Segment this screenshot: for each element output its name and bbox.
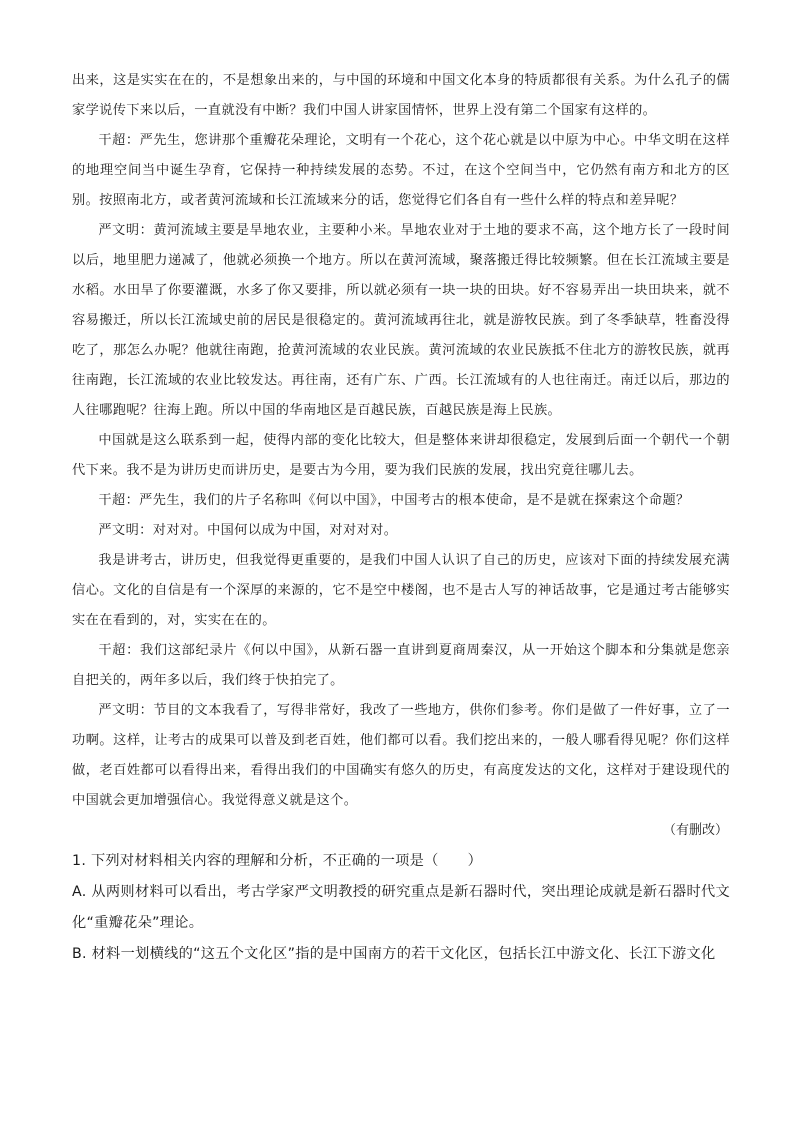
question-stem: 1. 下列对材料相关内容的理解和分析，不正确的一项是（ ） <box>72 853 483 869</box>
paragraph-yanwenming-answer-3: 严文明：节目的文本我看了，写得非常好，我改了一些地方，供你们参考。你们是做了一件好事，立了一功啊。这样，让考古的成果可以普及到老百姓，他们都可以看。我们挖出来的，一般人哪看得见呢？你们这样做，老百姓都可以看得出来，看得出我们的中国确实有悠久的历史，有高度发达的文化，这样对于建设现代的中国就会更加增强信心。我觉得意义就是这个。 <box>72 703 730 808</box>
paragraph-yanwenming-answer-2: 严文明：对对对。中国何以成为中国，对对对对。 <box>98 523 398 538</box>
paragraph-china-connection: 中国就是这么联系到一起，使得内部的变化比较大，但是整体来讲却很稳定，发展到后面一个朝代一个朝代下来。我不是为讲历史而讲历史，是要古为今用，要为我们民族的发展，找出究竟往哪儿去。 <box>72 433 730 478</box>
paragraph-continuation: 出来，这是实实在在的，不是想象出来的，与中国的环境和中国文化本身的特质都很有关系。为什么孔子的儒家学说传下来以后，一直就没有中断？我们中国人讲家国情怀，世界上没有第二个国家有这样的。 <box>72 73 730 118</box>
question-option-b: B. 材料一划横线的“这五个文化区”指的是中国南方的若干文化区，包括长江中游文化、长江下游文化 <box>72 946 716 962</box>
source-note: （有删改） <box>662 823 728 838</box>
paragraph-ganchao-question-3: 干超：我们这部纪录片《何以中国》，从新石器一直讲到夏商周秦汉，从一开始这个脚本和分集就是您亲自把关的，两年多以后，我们终于快拍完了。 <box>72 643 730 688</box>
question-option-a: A. 从两则材料可以看出，考古学家严文明教授的研究重点是新石器时代，突出理论成就是新石器时代文化“重瓣花朵”理论。 <box>72 884 730 931</box>
paragraph-ganchao-question-1: 干超：严先生，您讲那个重瓣花朵理论，文明有一个花心，这个花心就是以中原为中心。中华文明在这样的地理空间当中诞生孕育，它保持一种持续发展的态势。不过，在这个空间当中，它仍然有南方和北方的区别。按照南北方，或者黄河流域和长江流域来分的话，您觉得它们各自有一些什么样的特点和差异呢？ <box>72 133 730 208</box>
paragraph-ganchao-question-2: 干超：严先生，我们的片子名称叫《何以中国》，中国考古的根本使命，是不是就在探索这个命题？ <box>98 493 690 508</box>
paragraph-cultural-confidence: 我是讲考古，讲历史，但我觉得更重要的，是我们中国人认识了自己的历史，应该对下面的持续发展充满信心。文化的自信是有一个深厚的来源的，它不是空中楼阁，也不是古人写的神话故事，它是通过考古能够实实在在看到的，对，实实在在的。 <box>72 553 730 628</box>
paragraph-yanwenming-answer-1: 严文明：黄河流域主要是旱地农业，主要种小米。旱地农业对于土地的要求不高，这个地方长了一段时间以后，地里肥力递减了，他就必须换一个地方。所以在黄河流域，聚落搬迁得比较频繁。但在长江流域主要是水稻。水田旱了你要灌溉，水多了你又要排，所以就必须有一块一块的田块。好不容易弄出一块田块来，就不容易搬迁，所以长江流域史前的居民是很稳定的。黄河流域再往北，就是游牧民族。到了冬季缺草，牲畜没得吃了，那怎么办呢？他就往南跑，抢黄河流域的农业民族。黄河流域的农业民族抵不住北方的游牧民族，就再往南跑，长江流域的农业比较发达。再往南，还有广东、广西。长江流域有的人也往南迁。南迁以后，那边的人往哪跑呢？往海上跑。所以中国的华南地区是百越民族，百越民族是海上民族。 <box>72 223 730 418</box>
